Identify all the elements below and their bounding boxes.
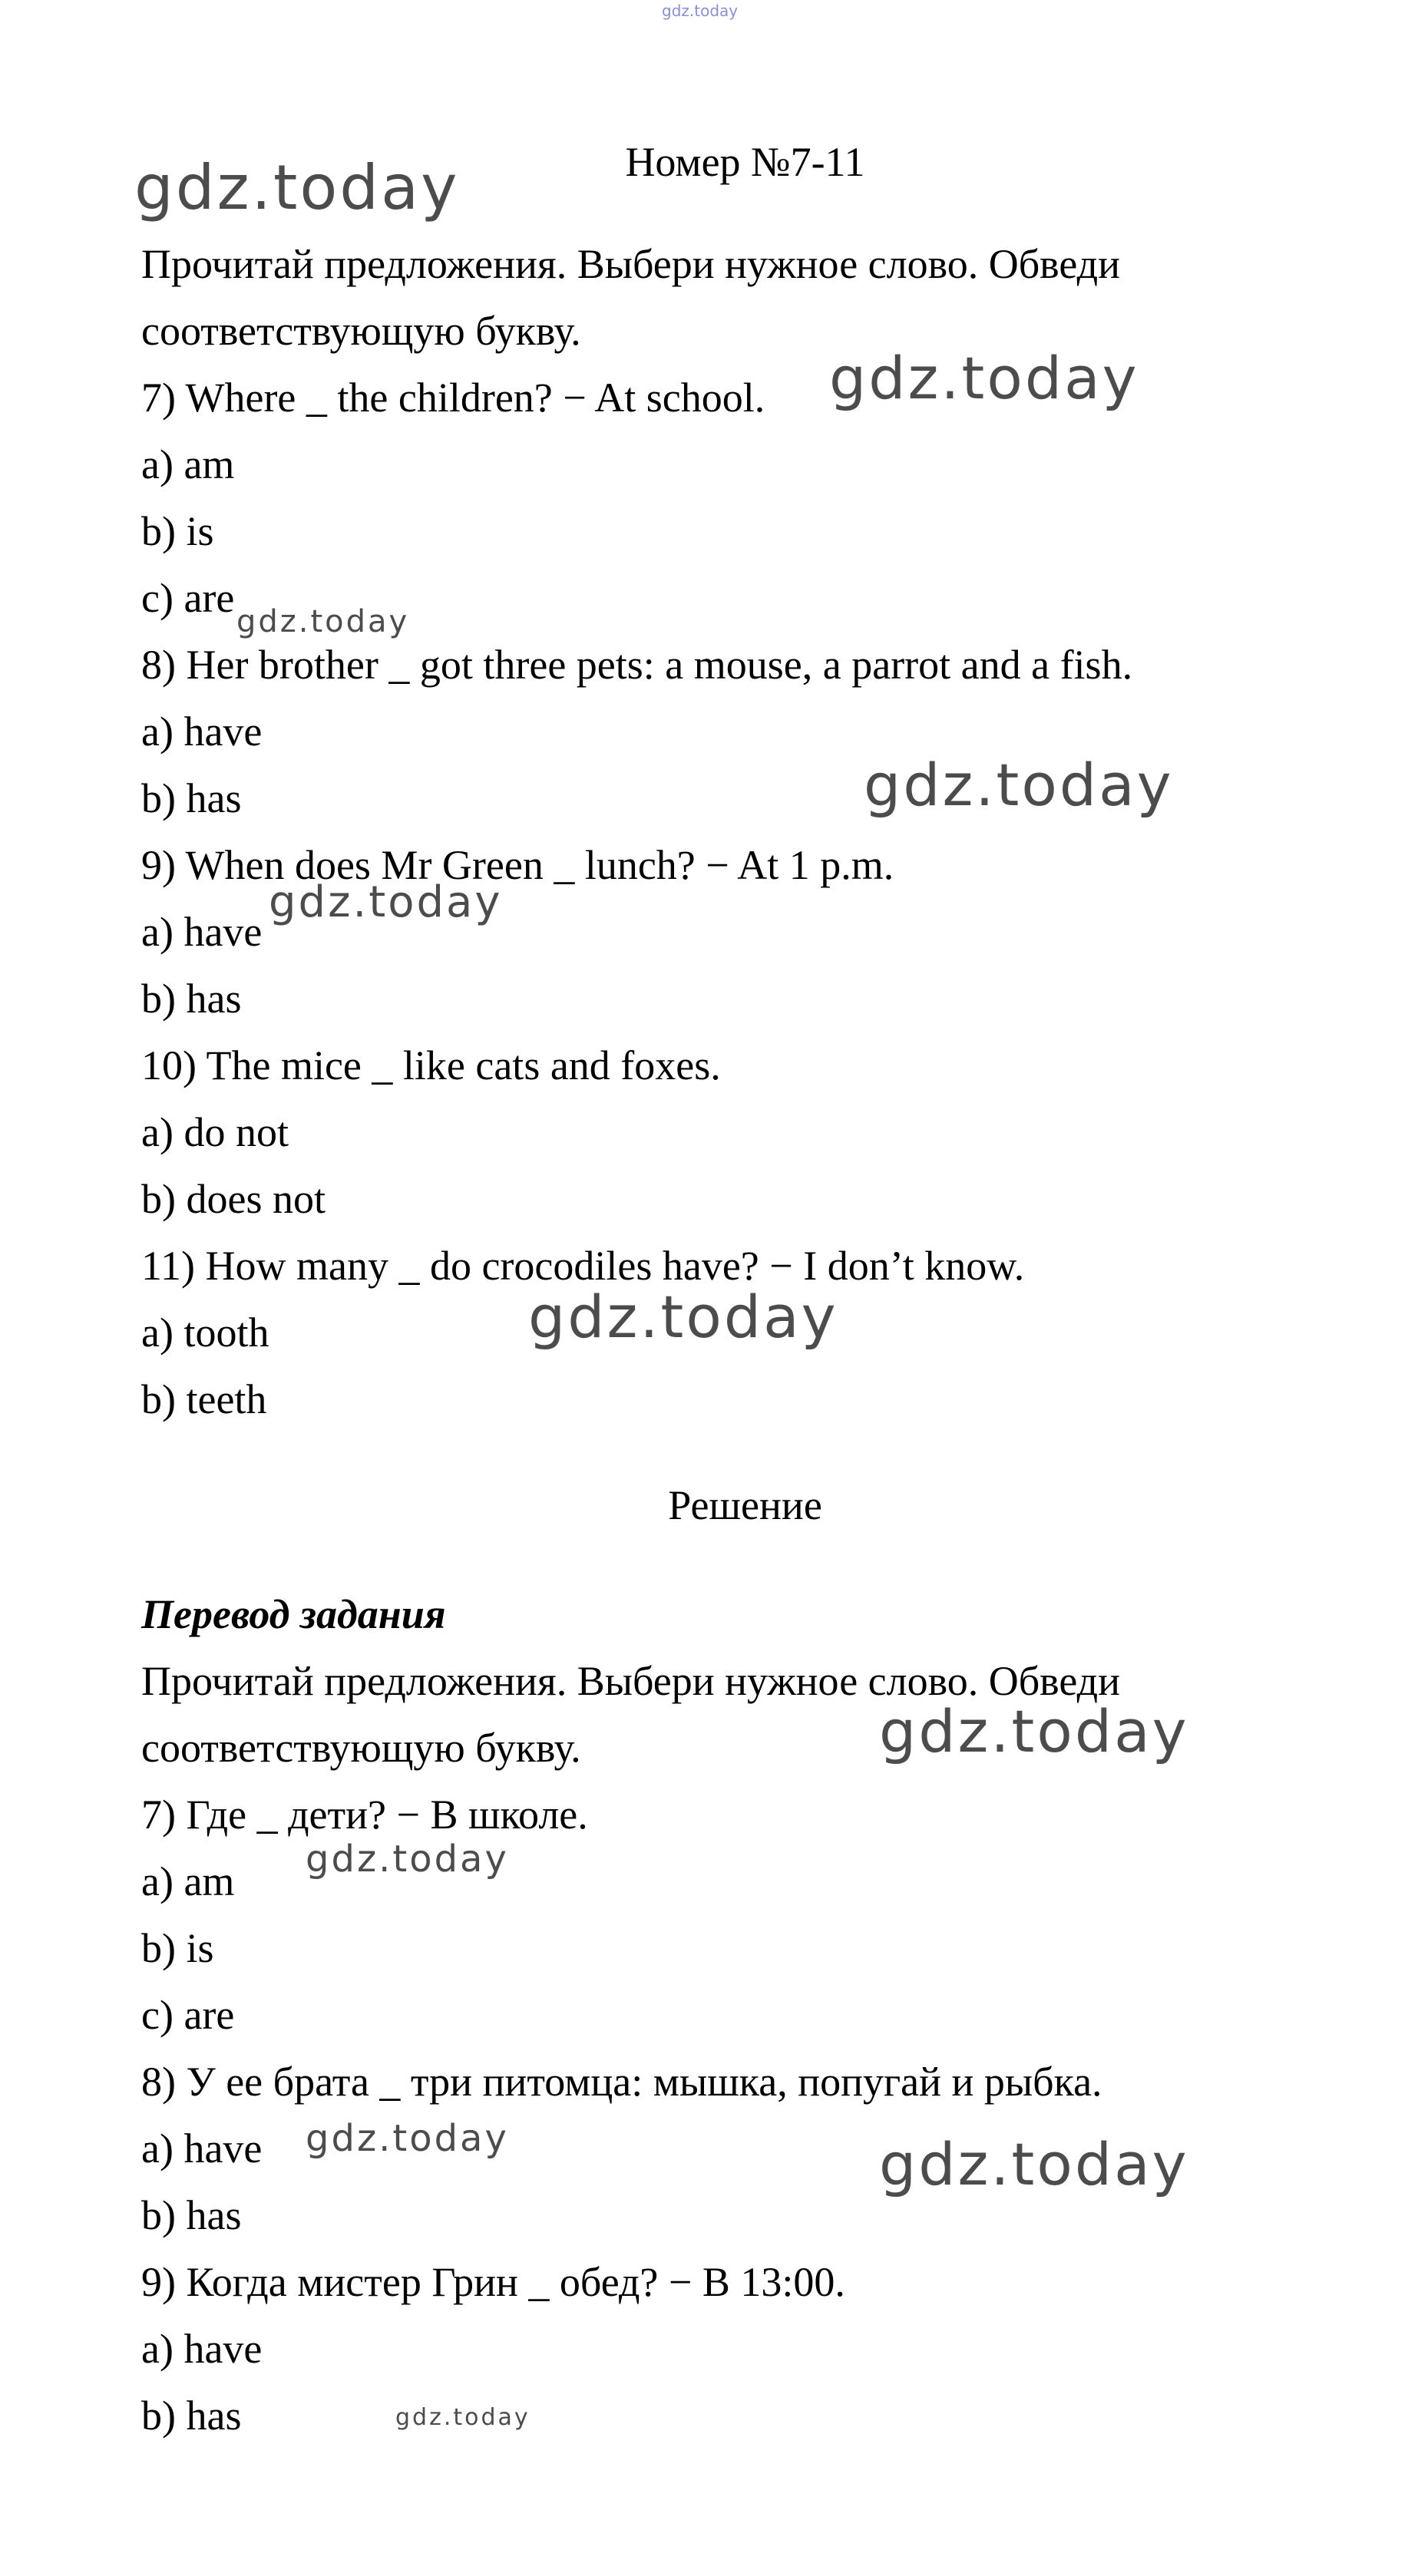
task-intro-line: соответствующую букву.: [141, 308, 581, 354]
option-b: b) is: [141, 1925, 214, 1971]
watermark-gdz: gdz.today: [829, 344, 1139, 412]
watermark-gdz: gdz.today: [134, 152, 460, 223]
watermark-gdz: gdz.today: [306, 2117, 509, 2160]
option-c: c) are: [141, 575, 235, 621]
solution-question-7: 7) Где _ дети? − В школе.: [141, 1792, 588, 1838]
option-b: b) does not: [141, 1176, 326, 1222]
option-a: a) have: [141, 2125, 263, 2171]
option-b: b) is: [141, 508, 214, 554]
question-8: 8) Her brother _ got three pets: a mouse, a parrot and a fish.: [141, 642, 1133, 688]
question-10: 10) The mice _ like cats and foxes.: [141, 1042, 721, 1088]
watermark-gdz: gdz.today: [528, 1283, 838, 1351]
option-a: a) have: [141, 708, 263, 755]
watermark-gdz: gdz.today: [879, 1697, 1189, 1765]
watermark-gdz: gdz.today: [864, 751, 1174, 819]
option-a: a) tooth: [141, 1309, 269, 1356]
option-b: b) teeth: [141, 1376, 267, 1422]
solution-intro-line: соответствующую букву.: [141, 1725, 581, 1771]
top-watermark: gdz.today: [662, 2, 739, 20]
translation-heading: Перевод задания: [141, 1591, 446, 1637]
watermark-gdz: gdz.today: [306, 1838, 509, 1881]
solution-intro-line: Прочитай предложения. Выбери нужное слово. Обведи: [141, 1658, 1120, 1704]
option-a: a) am: [141, 1858, 235, 1904]
watermark-gdz: gdz.today: [395, 2404, 531, 2431]
watermark-gdz: gdz.today: [236, 604, 410, 639]
option-a: a) am: [141, 441, 235, 487]
option-b: b) has: [141, 2192, 242, 2238]
solution-section: [141, 1648, 1418, 2449]
option-a: a) have: [141, 2326, 263, 2372]
page-title: Номер №7-11: [625, 139, 865, 185]
option-b: b) has: [141, 976, 242, 1022]
solution-question-9: 9) Когда мистер Грин _ обед? − В 13:00.: [141, 2259, 845, 2305]
option-c: c) are: [141, 1992, 235, 2038]
option-b: b) has: [141, 2393, 242, 2439]
option-a: a) do not: [141, 1109, 289, 1155]
option-b: b) has: [141, 775, 242, 821]
option-a: a) have: [141, 909, 263, 955]
solution-heading: Решение: [668, 1482, 822, 1528]
question-11: 11) How many _ do crocodiles have? − I don’t know.: [141, 1243, 1025, 1289]
solution-question-8: 8) У ее брата _ три питомца: мышка, попугай и рыбка.: [141, 2059, 1102, 2105]
question-9: 9) When does Mr Green _ lunch? − At 1 p.m.: [141, 842, 894, 888]
task-intro-line: Прочитай предложения. Выбери нужное слово. Обведи: [141, 241, 1120, 287]
task-section: [141, 231, 1418, 1433]
watermark-gdz: gdz.today: [269, 877, 503, 927]
watermark-gdz: gdz.today: [879, 2130, 1189, 2198]
question-7: 7) Where _ the children? − At school.: [141, 375, 765, 421]
